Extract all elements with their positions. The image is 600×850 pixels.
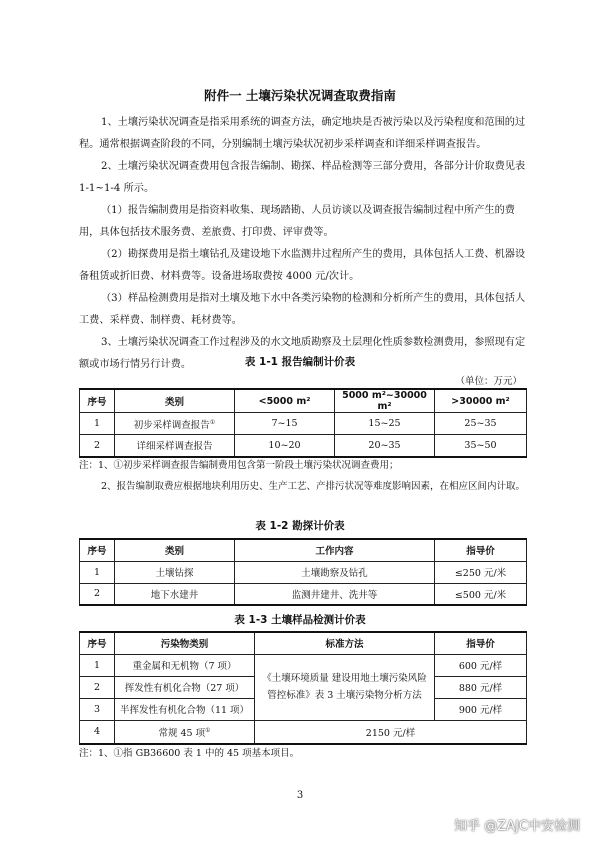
table3-cell-category: 挥发性有机化合物（27 项） (115, 676, 255, 698)
table2-header-category: 类别 (115, 539, 235, 561)
table-row (80, 561, 527, 583)
table-row (80, 654, 527, 676)
table1-cell-medium: 15~25 (335, 413, 435, 435)
table2-cell-no: 1 (80, 561, 115, 583)
footnote-mark: ① (209, 418, 216, 426)
table1-header-small: <5000 m² (235, 389, 335, 413)
table1-header-large: >30000 m² (435, 389, 527, 413)
table3-header-category: 污染物类别 (115, 632, 255, 654)
table3-caption: 表 1-3 土壤样品检测计价表 (234, 614, 366, 626)
table3-cell-category: 重金属和无机物（7 项） (115, 654, 255, 676)
paragraph-1: 1、土壤污染状况调查是指采用系统的调查方法，确定地块是否被污染以及污染程度和范围的过程。通常根据调查阶段的不同，分别编制土壤污染状况初步采样调查和详细采样调查报告。 (79, 117, 526, 150)
table3-header-no: 序号 (80, 632, 115, 654)
table1-cell-small: 7~15 (235, 413, 335, 435)
paragraph-5: （3）样品检测费用是指对土壤及地下水中各类污染物的检测和分析所产生的费用，具体包括人工费、采样费、制样费、耗材费等。 (79, 293, 526, 326)
table1-header-category: 类别 (115, 389, 235, 413)
table-row (80, 435, 527, 457)
table3-cell-price-merged: 2150 元/样 (255, 720, 527, 744)
table1-cell-large: 35~50 (435, 435, 527, 457)
table1-category-text: 初步采样调查报告 (133, 419, 210, 431)
table2-cell-category: 地下水建井 (115, 583, 235, 605)
table1-cell-medium: 20~35 (335, 435, 435, 457)
table3-cell-price: 900 元/样 (435, 698, 527, 720)
table3-note-1: 注：1、①指 GB36600 表 1 中的 45 项基本项目。 (79, 748, 300, 759)
table2-cell-no: 2 (80, 583, 115, 605)
table3-cell-category: 半挥发性有机化合物（11 项） (115, 698, 255, 720)
table1-pricing-report (79, 388, 527, 458)
table1-cell-category: 详细采样调查报告 (115, 435, 235, 457)
table-row (80, 583, 527, 605)
table1-caption: 表 1-1 报告编制计价表 (244, 356, 356, 368)
table2-cell-content: 土壤勘察及钻孔 (235, 561, 435, 583)
table2-cell-price: ≤500 元/米 (435, 583, 527, 605)
table-row (80, 413, 527, 435)
table2-caption: 表 1-2 勘探计价表 (255, 520, 345, 532)
table1-header-no: 序号 (80, 389, 115, 413)
table1-cell-small: 10~20 (235, 435, 335, 457)
table1-unit: （单位：万元） (455, 376, 522, 387)
table2-header-price: 指导价 (435, 539, 527, 561)
table2-cell-content: 监测井建井、洗井等 (235, 583, 435, 605)
page-number: 3 (296, 790, 304, 801)
table1-cell-category (115, 413, 235, 435)
table1-note-1: 注：1、①初步采样调查报告编制费用包含第一阶段土壤污染状况调查费用； (79, 460, 399, 471)
table3-cell-price: 600 元/样 (435, 654, 527, 676)
table3-header-price: 指导价 (435, 632, 527, 654)
table3-cell-no: 2 (80, 676, 115, 698)
table3-cell-price: 880 元/样 (435, 676, 527, 698)
table1-header-medium: 5000 m²~30000 m² (335, 389, 435, 413)
table3-cell-no: 3 (80, 698, 115, 720)
table1-cell-no: 1 (80, 413, 115, 435)
table1-cell-large: 25~35 (435, 413, 527, 435)
table2-cell-price: ≤250 元/米 (435, 561, 527, 583)
table2-header-no: 序号 (80, 539, 115, 561)
paragraph-4: （2）勘探费用是指土壤钻孔及建设地下水监测井过程所产生的费用，具体包括人工费、机器设备租赁或折旧费、材料费等。设备进场取费按 4000 元/次计。 (79, 249, 526, 282)
table2-pricing-survey (79, 538, 527, 606)
table2-header-content: 工作内容 (235, 539, 435, 561)
table3-cell-method: 《土壤环境质量 建设用地土壤污染风险管控标准》表 3 土壤污染物分析方法 (255, 654, 435, 720)
table-row (80, 720, 527, 744)
document-title: 附件一 土壤污染状况调查取费指南 (204, 88, 396, 103)
table3-header-method: 标准方法 (255, 632, 435, 654)
table3-cell-category (115, 720, 255, 744)
table3-category-text: 常规 45 项 (158, 727, 206, 739)
paragraph-2: 2、土壤污染状况调查费用包含报告编制、勘探、样品检测等三部分费用，各部分计价取费见表 1-1~1-4 所示。 (79, 161, 526, 194)
paragraph-6: 3、土壤污染状况调查工作过程涉及的水文地质勘察及土层理化性质参数检测费用，参照现有定额或市场行情另行计费。 (79, 337, 526, 370)
paragraph-3: （1）报告编制费用是指资料收集、现场踏勘、人员访谈以及调查报告编制过程中所产生的费用，具体包括技术服务费、差旅费、打印费、评审费等。 (79, 205, 515, 238)
footnote-mark: ① (205, 726, 211, 734)
table1-cell-no: 2 (80, 435, 115, 457)
table3-cell-no: 1 (80, 654, 115, 676)
watermark: 知乎 @ZAJC中安检测 (454, 819, 580, 834)
table1-note-2: 2、报告编制取费应根据地块利用历史、生产工艺、产排污状况等难度影响因素，在相应区间内计取。 (101, 481, 526, 492)
table2-header-row (80, 539, 527, 561)
table3-header-row (80, 632, 527, 654)
table3-pricing-sample-testing (79, 631, 527, 745)
table2-cell-category: 土壤钻探 (115, 561, 235, 583)
table3-cell-no: 4 (80, 720, 115, 744)
table1-header-row (80, 389, 527, 413)
